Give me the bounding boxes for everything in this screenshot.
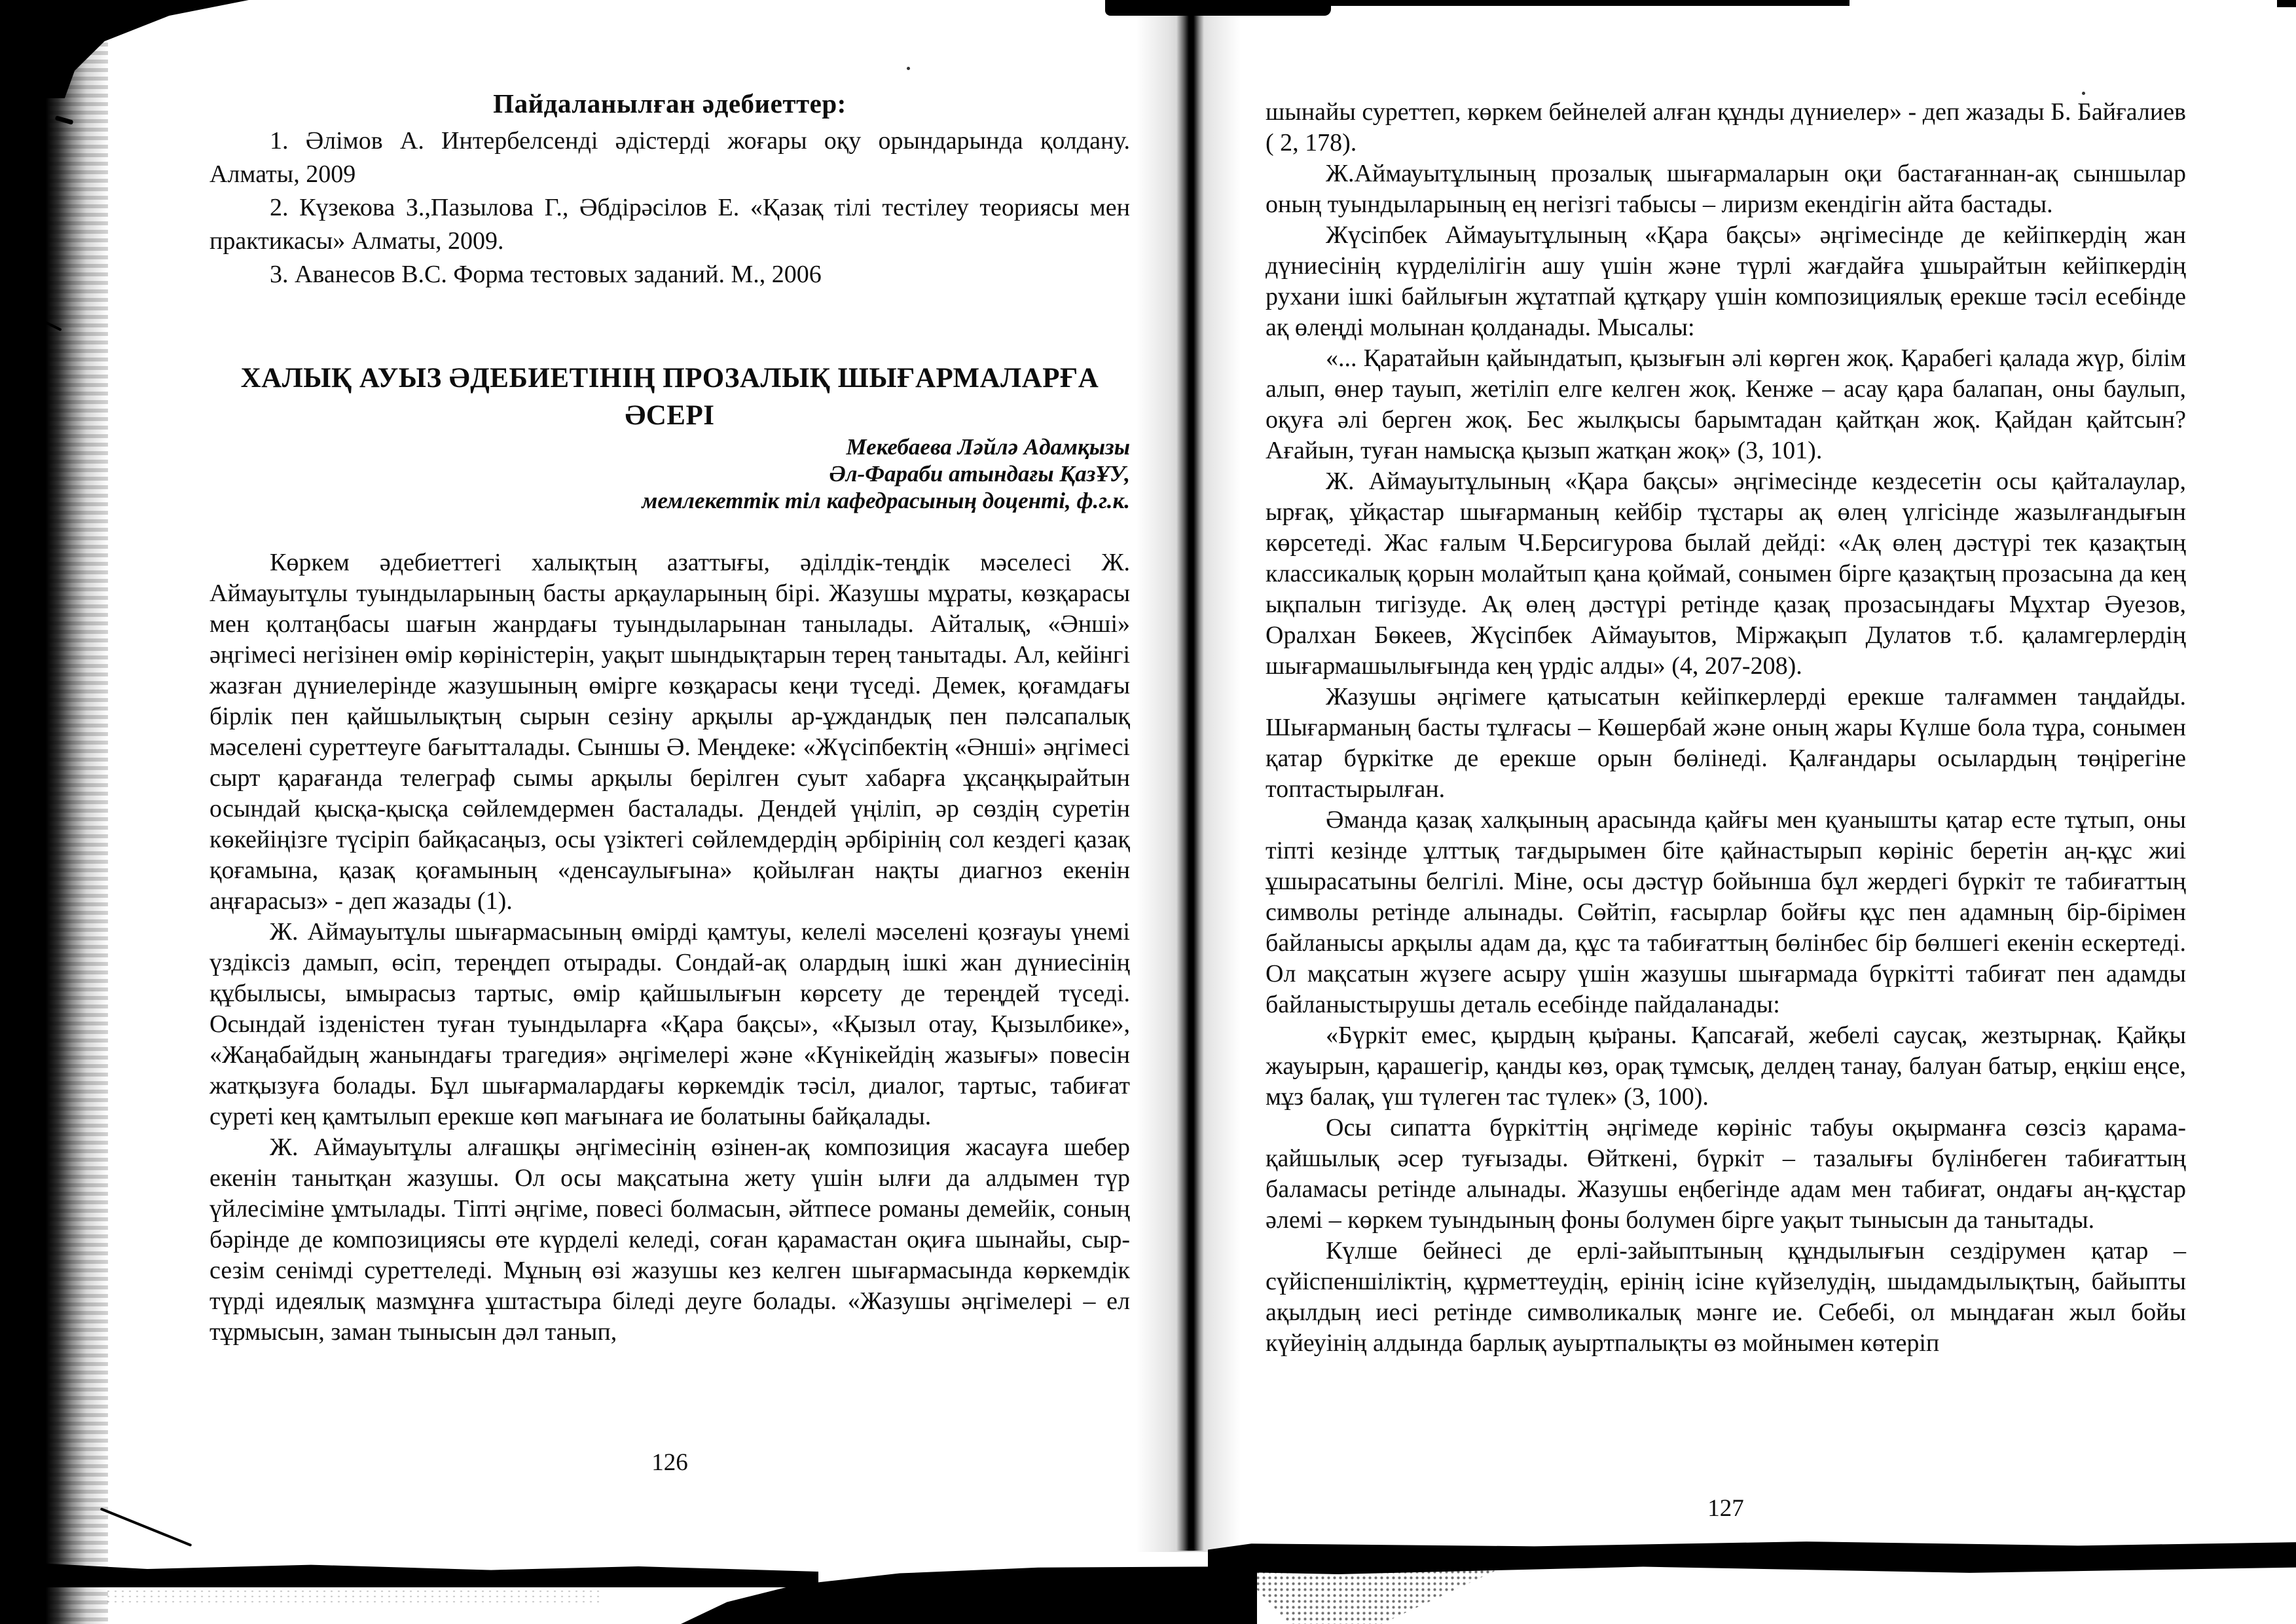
- references-heading: Пайдаланылған әдебиеттер:: [493, 88, 847, 119]
- paragraph: «... Қаратайын қайындатып, қызығын әлі көрген жоқ. Қарабегі қалада жүр, білім алып, өнер тауып, жетіліп елге келген жоқ. Кенже – асау қара балапан, оны баулып, оқуға әлі берген жоқ. Бес жылқысы барымтадан қайтқан жоқ. Қайдан қайтсын? Ағайын, туған намысқа қызып жатқан жоқ» (3, 101).: [1266, 344, 2186, 464]
- scan-edge-shadow-left: [0, 0, 108, 1624]
- paragraph: Ж. Аймауытұлының «Қара бақсы» әңгімесінде кездесетін осы қайталаулар, ырғақ, ұйқастар шығарманың кейбір тұстары ақ өлең үлгісінде жазылғандығын көрсетеді. Жас ғалым Ч.Берсигурова былай дейді: «Ақ өлең дәстүрі тек қазақтың классикалық қорын молайтып қана қоймай, сонымен бірге қазақтың прозасына да кең ықпалын тигізуде. Ақ өлең дәстүрі ретінде қазақ прозасындағы Мұхтар Әуезов, Оралхан Бөкеев, Жүсіпбек Аймауытов, Міржақып Дулатов т.б. қаламгерлердің шығармашылығында кең үрдіс алды» (4, 207-208).: [1266, 468, 2186, 680]
- book-page-left: [210, 0, 1130, 1624]
- scan-scratch-mark: [100, 1507, 192, 1547]
- paragraph: Көркем әдебиеттегі халықтың азаттығы, әділдік-теңдік мәселесі Ж. Аймауытұлы туындыларының басты арқауларының бірі. Жазушы мұраты, көзқарасы мен қолтаңбасы шағын жанрдағы туындыларынан танылады. Айталық, «Әнші» әңгімесі негізінен өмір көріністерін, уақыт шындықтарын терең танытады. Ал, кейінгі жазған дүниелерінде жазушының өмірге көзқарасы кеңи түседі. Демек, қоғамдағы бірлік пен қайшылықтың сырын сезіну арқылы ар-ұждандық пен пәлсапалық мәселені суреттеуге бағытталады. Сыншы Ә. Меңдеке: «Жүсіпбектің «Әнші» әңгімесі сырт қарағанда телеграф сымы арқылы берілген суыт хабарға ұқсаңқырайтын осындай қысқа-қысқа сөйлемдермен басталады. Дендей үңіліп, әр сөздің суретін көкейіңізге түсіріп байқасаңыз, осы үзіктегі сөйлемдердің әрбірінің сол кездегі қазақ қоғамына, қазақ қоғамының «денсаулығына» қойылған нақты диагноз екенін аңғарасыз» - деп жазады (1).: [210, 549, 1130, 915]
- book-page-right: [1266, 0, 2186, 1624]
- book-gutter-shadow: [1176, 0, 1204, 1551]
- reference-item: 2. Күзекова З.,Пазылова Г., Әбдірәсілов Е. «Қазақ тілі тестілеу теориясы мен практикасы» Алматы, 2009.: [210, 194, 1130, 255]
- paragraph: Осы сипатта бүркіттің әңгімеде көрініс табуы оқырманға сөзсіз қарама-қайшылық әсер туғызады. Өйткені, бүркіт – тазалығы бүлінбеген табиғаттың баламасы ретінде алынады. Жазушы еңбегінде адам мен табиғат, ондағы аң-құстар әлемі – көркем туындының фоны болумен бірге уақыт тынысын да танытады.: [1266, 1114, 2186, 1234]
- paragraph: Ж. Аймауытұлы алғашқы әңгімесінің өзінен-ақ композиция жасауға шебер екенін танытқан жазушы. Ол осы мақсатына жету үшін ылғи да алдымен түр үйлесіміне ұмтылады. Тіпті әңгіме, повесі болмасын, әйтпесе романы демейік, соның бәрінде де композициясы өте күрделі келеді, соған қарамастан оқиға шынайы, сыр-сезім сенімді суреттеледі. Мұның өзі жазушы кез келген шығармасында көркемдік түрді идеялық мазмұнға ұштастыра біледі деуге болады. «Жазушы әңгімелері – ел тұрмысын, заман тынысын дәл танып,: [210, 1134, 1130, 1346]
- right-page-body: [1266, 97, 2186, 1359]
- scan-top-right-mark: [2277, 0, 2296, 7]
- page-number-right: 127: [1707, 1495, 1744, 1522]
- paragraph: Күлше бейнесі де ерлі-зайыптының құндылығын сездірумен қатар – сүйіспеншіліктің, құрметтеудің, ерінің ісіне күйзелудің, шыдамдылықтың, байыпты ақылдың иесі ретінде символикалық мәнге ие. Себебі, ол мыңдаған жыл бойы күйеуінің алдында барлық ауыртпалықты өз мойнымен көтеріп: [1266, 1237, 2186, 1357]
- author-affiliation: Әл-Фараби атындағы ҚазҰУ,: [829, 461, 1130, 487]
- author-block: [210, 434, 1130, 514]
- paragraph: Әманда қазақ халқының арасында қайғы мен қуанышты қатар есте тұтып, оны тіпті кезінде ұлттық тағдырымен біте қайнастырып көрініс беретін аң-құс жиі ұшырасатыны белгілі. Міне, осы дәстүр бойынша бұл жердегі бүркіт те табиғаттың символы ретінде алынады. Сөйтіп, ғасырлар бойғы құс пен адамның бір-бірімен байланысы арқылы адам да, құс та табиғаттың бөлінбес бір бөлшегі екенін ескертеді. Ол мақсатын жүзеге асыру үшін жазушы шығармада бүркітті табиғат пен адамды байланыстырушы деталь есебінде пайдаланады:: [1266, 806, 2186, 1018]
- paragraph: «Бүркіт емес, қырдың қыраны. Қапсағай, жебелі саусақ, жезтырнақ. Қайқы жауырын, қарашегір, қанды көз, орақ тұмсық, делдең танау, балуан батыр, еңкіш еңсе, мұз балақ, үш түлеген тас түлек» (3, 100).: [1266, 1022, 2186, 1111]
- author-name: Мекебаева Ләйлә Адамқызы: [846, 434, 1130, 460]
- page-number-left: 126: [651, 1449, 688, 1476]
- paragraph: шынайы суреттеп, көркем бейнелей алған құнды дүниелер» - деп жазады Б. Байғалиев ( 2, 178).: [1266, 98, 2186, 157]
- references-list: [210, 124, 1130, 291]
- article-title: ХАЛЫҚ АУЫЗ ӘДЕБИЕТІНІҢ ПРОЗАЛЫҚ ШЫҒАРМАЛАРҒА ӘСЕРІ: [240, 362, 1099, 431]
- paragraph: Ж. Аймауытұлы шығармасының өмірді қамтуы, келелі мәселені қозғауы үнемі үздіксіз дамып, өсіп, тереңдеп отырады. Сондай-ақ олардың ішкі жан дүниесінің құбылысы, ымырасыз тартыс, өмір қайшылығын көрсету де тереңдей түседі. Осындай ізденістен туған туындыларға «Қара бақсы», «Қызыл отау, Қызылбике», «Жаңабайдың жанындағы трагедия» әңгімелері және «Күнікейдің жазығы» повесін жатқызуға болады. Бұл шығармалардағы көркемдік тәсіл, диалог, тартыс, табиғат суреті кең қамтылып ерекше көп мағынаға ие болатыны байқалады.: [210, 918, 1130, 1130]
- paragraph: Жазушы әңгімеге қатысатын кейіпкерлерді ерекше талғаммен таңдайды. Шығарманың басты тұлғасы – Көшербай және оның жары Күлше бола тұра, сонымен қатар бүркітке де ерекше орын бөлінеді. Қалғандары осылардың төңірегіне топтастырылған.: [1266, 683, 2186, 803]
- reference-item: 1. Әлімов А. Интербелсенді әдістерді жоғары оқу орындарында қолдану. Алматы, 2009: [210, 127, 1130, 188]
- reference-item: 3. Аванесов В.С. Форма тестовых заданий. М., 2006: [270, 261, 822, 288]
- paragraph: Жүсіпбек Аймауытұлының «Қара бақсы» әңгімесінде де кейіпкердің жан дүниесінің күрделілігін ашу үшін және түрлі жағдайға ұшырайтын кейіпкердің рухани ішкі байлығын жұтатпай құтқару үшін композициялық ерекше тәсіл есебінде ақ өлеңді молынан қолданады. Мысалы:: [1266, 221, 2186, 341]
- left-page-body: [210, 547, 1130, 1348]
- author-position: мемлекеттік тіл кафедрасының доценті, ф.г.к.: [642, 488, 1130, 513]
- paragraph: Ж.Аймауытұлының прозалық шығармаларын оқи бастағаннан-ақ сыншылар оның туындыларының ең негізгі табысы – лиризм екендігін айта бастады.: [1266, 160, 2186, 218]
